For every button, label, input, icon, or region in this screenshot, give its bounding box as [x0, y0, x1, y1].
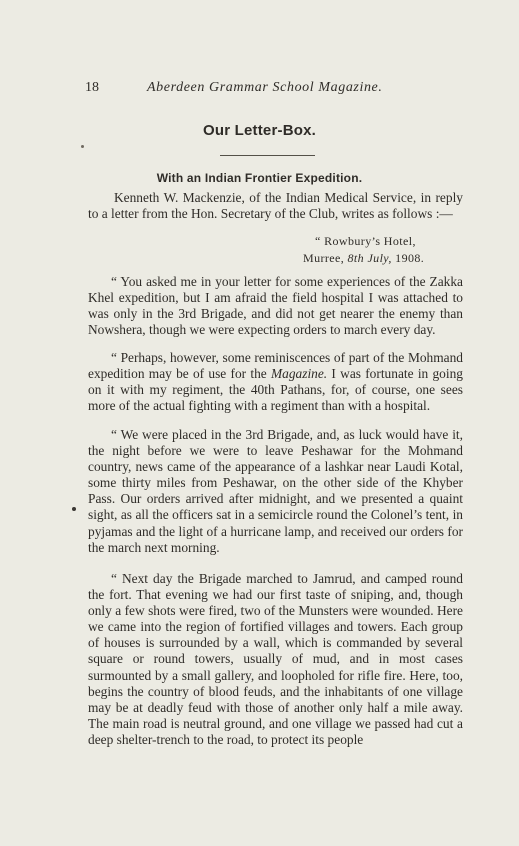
intro-paragraph: Kenneth W. Mackenzie, of the Indian Medical Service, in reply to a letter from the Hon. Secretary of the Club, writes as follows :—	[88, 190, 463, 222]
printer-mark	[81, 145, 84, 148]
date-italic: 8th July,	[347, 251, 392, 265]
letter-paragraph: “ We were placed in the 3rd Brigade, and, as luck would have it, the night before we were to leave Peshawar for the Mohmand country, news came of the appearance of a lashkar near Laudi Kotal, some thirty miles from Peshawar, on the other side of the Khyber Pass. Our orders arrived after midnight, and we presented a quaint sight, as all the officers sat in a semicircle round the Colonel’s tent, in pyjamas and the light of a hurricane lamp, and received our orders for the march next morning.	[88, 427, 463, 555]
letter-address: “ Rowbury’s Hotel,	[315, 234, 416, 248]
letter-paragraph: “ You asked me in your letter for some experiences of the Zakka Khel expedition, but I am afraid the field hospital I was attached to was only in the 3rd Brigade, and did not get nearer the enemy than Nowshera, though we were expecting orders to march every day.	[88, 274, 463, 338]
magazine-reference: Magazine.	[271, 366, 328, 382]
ink-speck	[72, 507, 76, 511]
page-header	[85, 80, 435, 100]
title-divider	[220, 155, 315, 156]
article-subheading: With an Indian Frontier Expedition.	[156, 171, 363, 185]
letter-date	[303, 251, 424, 266]
paragraph-part: I was fortunate in going on it with my regiment, the 40th Pathans, for, of course, one sees more of the actual fighting with a regiment than with a hospital.	[88, 366, 463, 414]
date-suffix: 1908.	[391, 251, 425, 265]
letter-paragraph	[88, 350, 463, 414]
paragraph-part: “ Perhaps, however, some reminiscences of part of the Mohmand expedition may be of use for the	[88, 350, 463, 382]
running-title: Aberdeen Grammar School Magazine.	[147, 80, 383, 95]
letter-paragraph: “ Next day the Brigade marched to Jamrud, and camped round the fort. That evening we had our first taste of sniping, and, though only a few shots were fired, two of the Munsters were wounded. Here we came into the region of fortified villages and towers. Each group of houses is surrounded by a wall, which is commanded by several square or round towers, usually of mud, and in most cases surmounted by a small gallery, and loopholed for rifle fire. Here, too, begins the country of blood feuds, and the inhabitants of one village may be at deadly feud with those of another only half a mile away. The main road is neutral ground, and one village we passed had cut a deep shelter-trench to the road, to protect its people	[88, 571, 463, 747]
section-title: Our Letter-Box.	[202, 122, 316, 139]
page-number: 18	[85, 80, 99, 95]
date-prefix: Murree,	[303, 251, 348, 265]
